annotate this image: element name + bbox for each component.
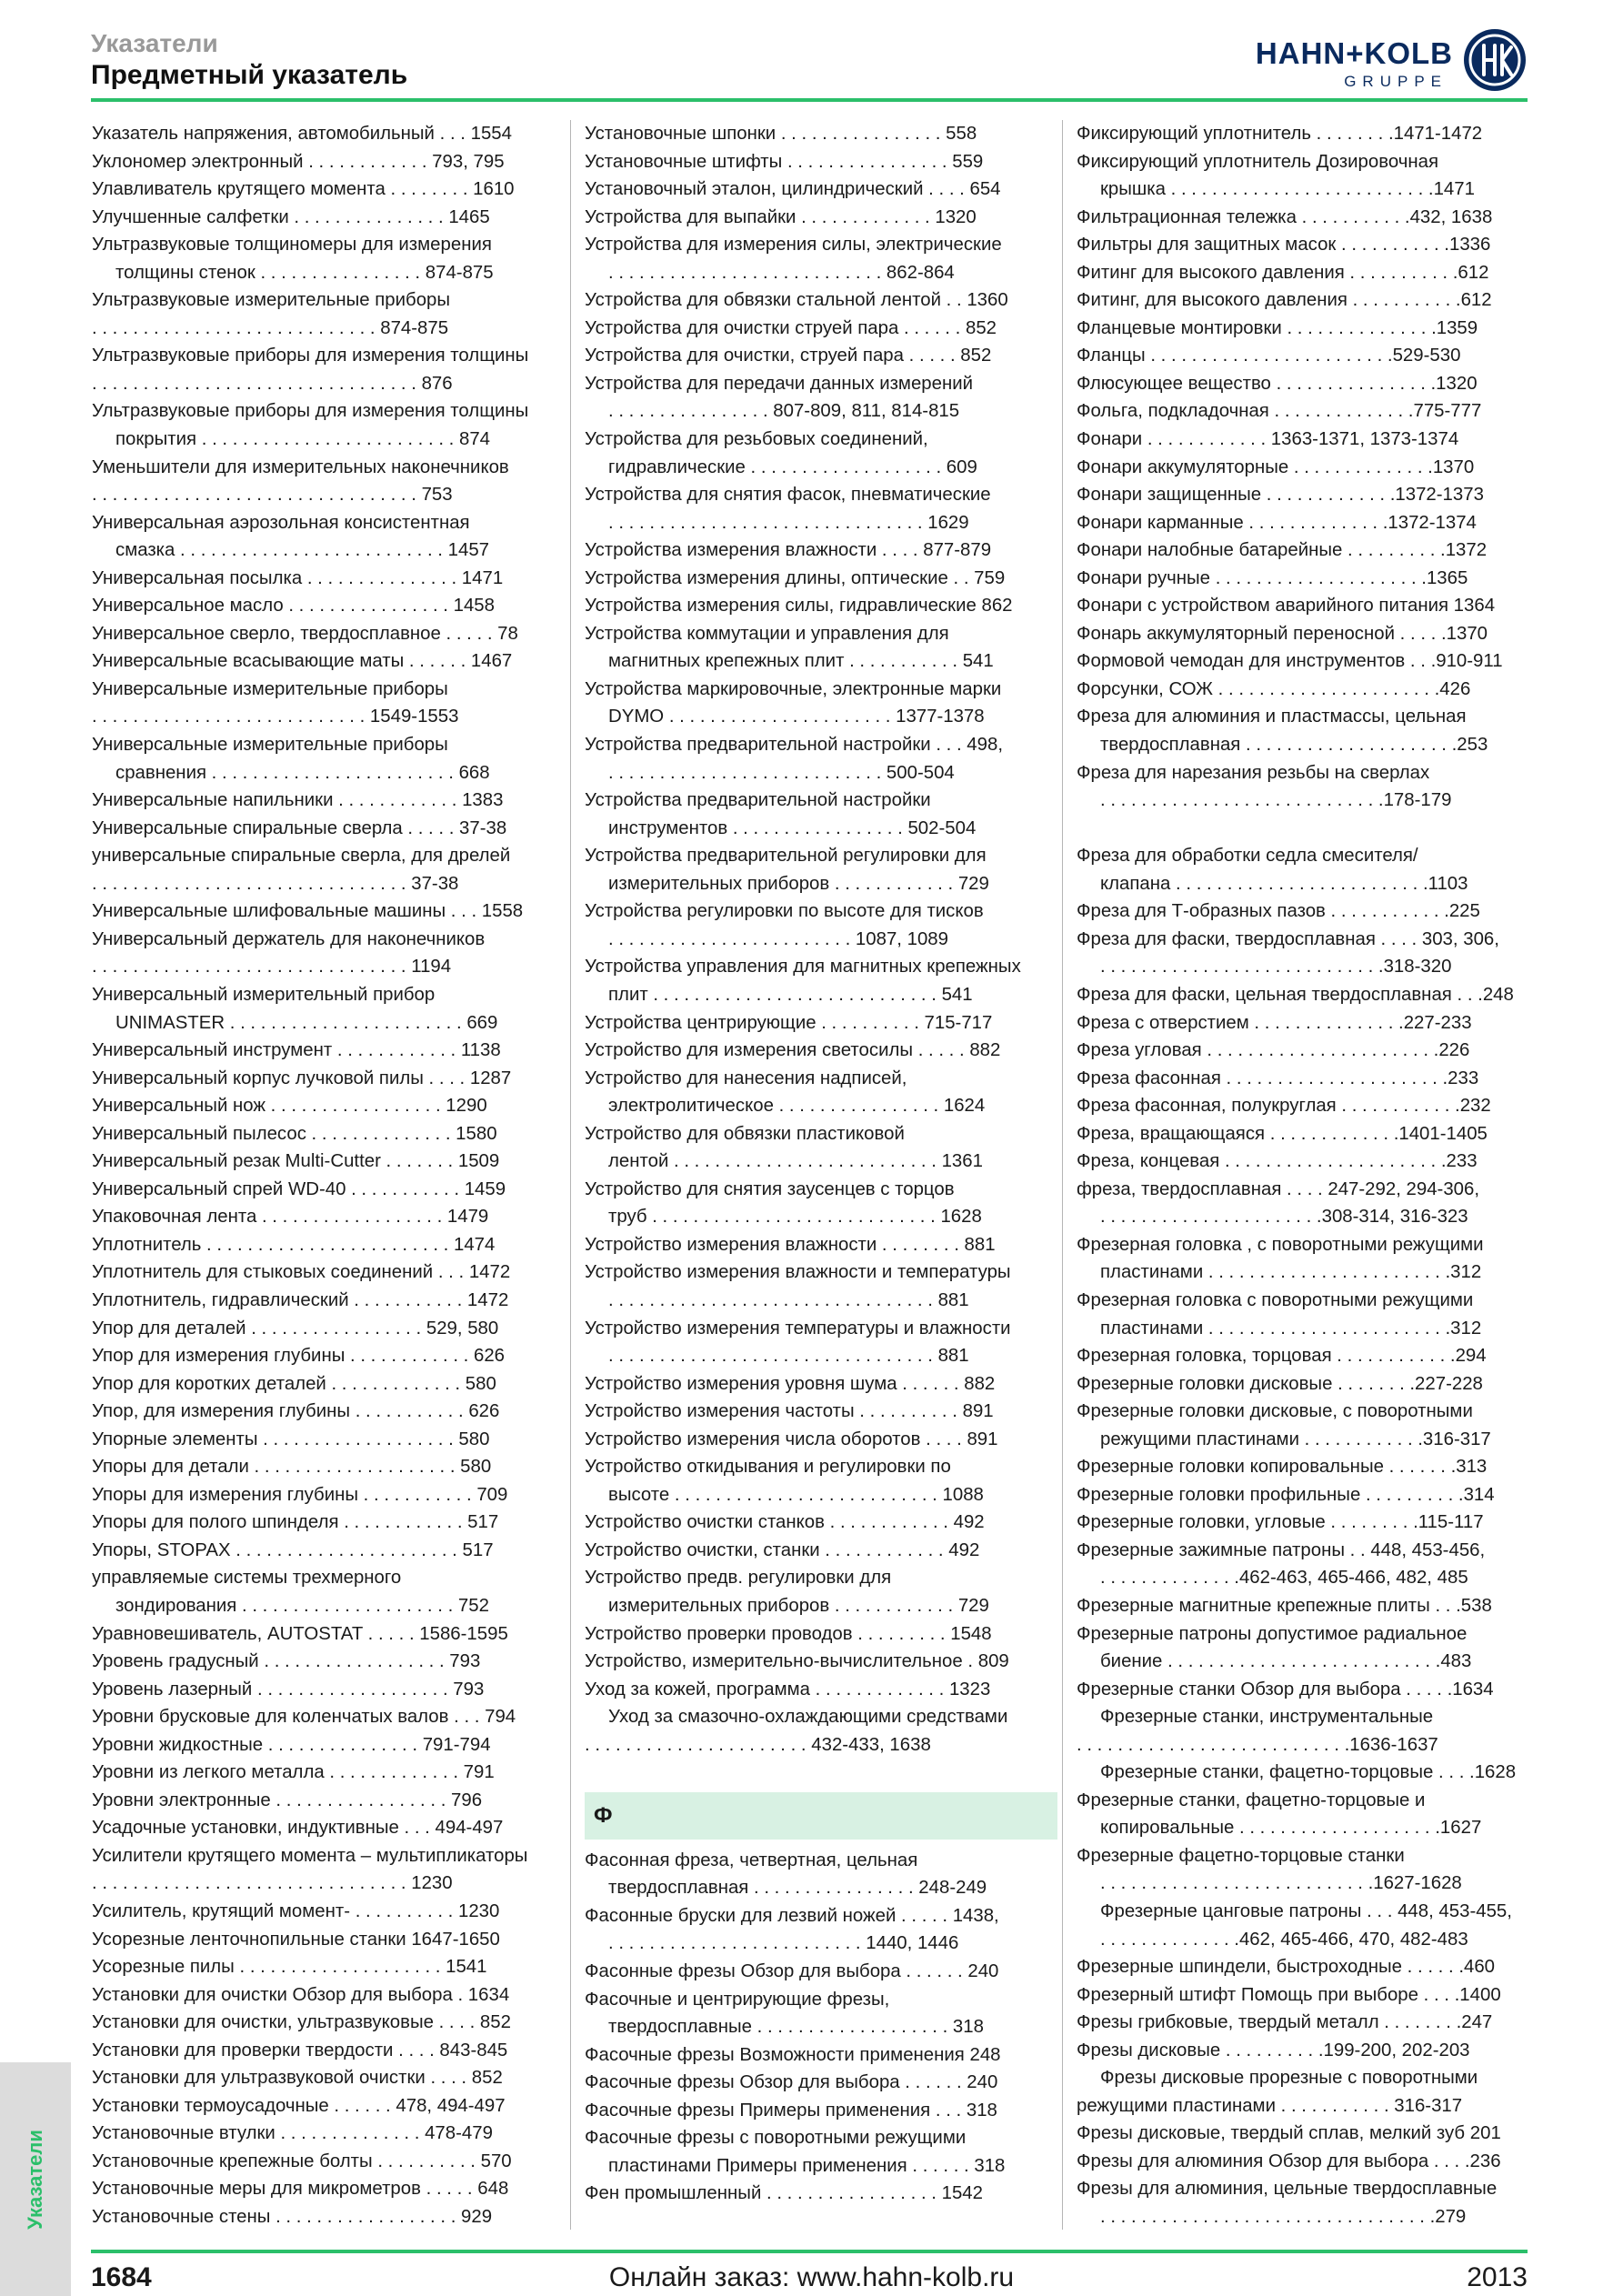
index-entry: Установки для очистки, ультразвуковые . . . . 852 (92, 2012, 511, 2033)
index-entry: Упаковочная лента . . . . . . . . . . . . . . . . . . 1479 (92, 1207, 489, 1228)
index-entry: Фонари ручные . . . . . . . . . . . . . . . . . . . . .1365 (1077, 567, 1468, 588)
index-entry: Фрезерные станки, фацетно-торцовые . . . .1628 (1100, 1762, 1517, 1783)
index-entry: . . . . . . . . . . . . . . . . . . . . . . 432-433, 1638 (585, 1734, 931, 1755)
index-entry: Фонари налобные батарейные . . . . . . . . . .1372 (1077, 540, 1488, 561)
index-entry: Устройство измерения температуры и влажности (585, 1318, 1011, 1338)
page-number: 1684 (91, 2262, 152, 2292)
index-entry: Фреза фасонная, полукруглая . . . . . . . . . . . .232 (1077, 1096, 1491, 1117)
index-entry: Установки для проверки твердости . . . . 843-845 (92, 2040, 508, 2060)
index-entry: Упор, для измерения глубины . . . . . . . . . . . 626 (92, 1401, 500, 1422)
index-entry: Уменьшители для измерительных наконечников (92, 456, 509, 477)
index-entry: Упоры для детали . . . . . . . . . . . . . . . . . . . . 580 (92, 1457, 492, 1478)
index-entry: Ультразвуковые приборы для измерения толщины (92, 346, 529, 366)
index-entry: Фреза для фаски, цельная твердосплавная . . .248 (1077, 984, 1514, 1005)
index-entry: Уровни жидкостные . . . . . . . . . . . . . . . 791-794 (92, 1734, 491, 1755)
index-entry: Уровень градусный . . . . . . . . . . . . . . . . . . 793 (92, 1651, 481, 1672)
index-entry: . . . . . . . . . . . . . . . . . . . . . . . . . . . . . . . 1194 (92, 957, 452, 978)
index-entry: Фитинг, для высокого давления . . . . . . . . . . .612 (1077, 290, 1492, 311)
index-entry: Фонари аккумуляторные . . . . . . . . . . . . . .1370 (1077, 456, 1475, 477)
index-entry: зондирования . . . . . . . . . . . . . . . . . . . . . 752 (115, 1595, 489, 1616)
index-entry: Устройство измерения влажности и температуры (585, 1262, 1011, 1283)
index-entry: Фиксирующий уплотнитель . . . . . . . .1471-1472 (1077, 124, 1483, 144)
index-entry: Фрезерные головки дисковые, с поворотными (1077, 1401, 1473, 1422)
spacer (585, 1759, 1057, 1787)
index-entry: Фреза для алюминия и пластмассы, цельная (1077, 707, 1467, 727)
index-entry: Устройство очистки, станки . . . . . . . . . . . . 492 (585, 1539, 980, 1560)
index-entry: Фреза фасонная . . . . . . . . . . . . . . . . . . . . . .233 (1077, 1068, 1479, 1088)
index-entry: универсальные спиральные сверла, для дрелей (92, 846, 511, 867)
index-entry: . . . . . . . . . . . . . . . . . . . . . . . . . 1440, 1446 (608, 1933, 959, 1954)
index-entry: UNIMASTER . . . . . . . . . . . . . . . . . . . . . . . 669 (115, 1012, 498, 1033)
index-entry: Устройства для резьбовых соединений, (585, 429, 928, 450)
index-entry: Уравновешиватель, AUTOSTAT . . . . . 1586-1595 (92, 1623, 508, 1644)
index-entry: Фрезы дисковые . . . . . . . . . .199-200, 202-203 (1077, 2040, 1470, 2060)
index-entry: Универсальные напильники . . . . . . . . . . . . 1383 (92, 790, 504, 811)
index-entry: Устройства измерения влажности . . . . 877-879 (585, 540, 992, 561)
index-entry: Фрезерные головки копировальные . . . . . . .313 (1077, 1457, 1488, 1478)
index-entry: Фрезерные головки, угловые . . . . . . . . .115-117 (1077, 1512, 1484, 1533)
index-entry: покрытия . . . . . . . . . . . . . . . . . . . . . . . . . 874 (115, 429, 491, 450)
index-entry: Устройства для очистки, струей пара . . . . . 852 (585, 346, 992, 366)
logo-emblem-icon (1462, 27, 1528, 93)
index-entry: . . . . . . . . . . . . . . . . . . . . . . . . . . . . . . . . 753 (92, 485, 453, 506)
index-entry: . . . . . . . . . . . . . . . . . . . . . . . . . . . 1549-1553 (92, 707, 459, 727)
index-entry: Упоры, STOPAX . . . . . . . . . . . . . . . . . . . . . . 517 (92, 1539, 494, 1560)
index-entry: Фасонные бруски для лезвий ножей . . . . . 1438, (585, 1905, 999, 1926)
index-entry: биение . . . . . . . . . . . . . . . . . . . . . . . . . . .483 (1100, 1651, 1472, 1672)
side-tab-label: Указатели (24, 2129, 46, 2230)
index-entry: Фреза, концевая . . . . . . . . . . . . . . . . . . . . . .233 (1077, 1151, 1478, 1172)
index-entry: высоте . . . . . . . . . . . . . . . . . . . . . . . . . . 1088 (608, 1484, 984, 1505)
index-entry: Устройства коммутации и управления для (585, 623, 949, 644)
index-entry: Фонари карманные . . . . . . . . . . . . . .1372-1374 (1077, 512, 1477, 533)
index-entry: Фланцевые монтировки . . . . . . . . . . . . . . .1359 (1077, 317, 1478, 338)
header-rule (91, 98, 1528, 102)
index-entry: Фрезерные патроны допустимое радиальное (1077, 1623, 1468, 1644)
index-entry: Уровень лазерный . . . . . . . . . . . . . . . . . . . 793 (92, 1679, 485, 1699)
index-entry: твердосплавная . . . . . . . . . . . . . . . . 248-249 (608, 1878, 987, 1899)
index-entry: Фасочные фрезы Примеры применения . . . 318 (585, 2100, 997, 2121)
index-entry: Универсальные измерительные приборы (92, 678, 448, 699)
index-entry: Упоры для измерения глубины . . . . . . . . . . . 709 (92, 1484, 508, 1505)
index-entry: Устройства для очистки струей пара . . . . . . 852 (585, 317, 997, 338)
index-entry: Усорезные пилы . . . . . . . . . . . . . . . . . . . . 1541 (92, 1957, 487, 1978)
index-entry: Фрезерный штифт Помощь при выборе . . . .1400 (1077, 1984, 1501, 2005)
index-entry: режущими пластинами . . . . . . . . . . . .316-317 (1100, 1429, 1491, 1449)
index-entry: Упор для коротких деталей . . . . . . . . . . . . . 580 (92, 1373, 496, 1394)
index-entry: Устройства для выпайки . . . . . . . . . . . . . 1320 (585, 206, 977, 227)
index-entry: . . . . . . . . . . . . . .462, 465-466, 470, 482-483 (1100, 1929, 1468, 1950)
index-entry: Фрезы для алюминия Обзор для выбора . . . .236 (1077, 2151, 1501, 2171)
index-entry: Установочные стены . . . . . . . . . . . . . . . . . . 929 (92, 2207, 493, 2228)
index-entry: . . . . . . . . . . . . . . . . . . . . . . . . . . . . . . . . 881 (608, 1289, 969, 1310)
index-entry: Устройство измерения уровня шума . . . . . . 882 (585, 1373, 996, 1394)
index-entry: Ультразвуковые приборы для измерения толщины (92, 401, 529, 422)
index-entry: Универсальный резак Multi-Cutter . . . . . . . 1509 (92, 1151, 500, 1172)
index-entry: . . . . . . . . . . . . . . . . . . . . . . . . . . . . . . . 1629 (608, 512, 969, 533)
index-entry: . . . . . . . . . . . . . . . . . . . . . . . . . . .1636-1637 (1077, 1734, 1438, 1755)
index-entry: Фонари защищенные . . . . . . . . . . . . .1372-1373 (1077, 485, 1484, 506)
index-entry: Фрезерная головка , с поворотными режущими (1077, 1234, 1484, 1255)
index-entry: Устройства для снятия фасок, пневматические (585, 485, 991, 506)
index-entry: Фасонная фреза, четвертная, цельная (585, 1850, 918, 1870)
index-entry: Установочные штифты . . . . . . . . . . . . . . . . 559 (585, 151, 984, 172)
index-entry: труб . . . . . . . . . . . . . . . . . . . . . . . . . . . . 1628 (608, 1207, 982, 1228)
index-entry: . . . . . . . . . . . . . . . . . . . . . . . . . . . 862-864 (608, 262, 955, 283)
index-entry: электролитическое . . . . . . . . . . . . . . . . 1624 (608, 1096, 986, 1117)
index-entry: Установочные шпонки . . . . . . . . . . . . . . . . 558 (585, 124, 977, 144)
index-entry: Фрезерные станки, инструментальные (1100, 1707, 1434, 1728)
index-entry: Универсальная посылка . . . . . . . . . . . . . . . 1471 (92, 567, 504, 588)
index-entry: Универсальный корпус лучковой пилы . . . . 1287 (92, 1068, 512, 1088)
index-entry: Фреза для обработки седла смесителя/ (1077, 846, 1418, 867)
index-entry: Фиксирующий уплотнитель Дозировочная (1077, 151, 1438, 172)
index-entry: Фрезерные головки дисковые . . . . . . . .227-228 (1077, 1373, 1483, 1394)
index-entry: Устройства предварительной настройки . . . 498, (585, 735, 1003, 756)
index-entry: Установки для ультразвуковой очистки . . . . 852 (92, 2068, 503, 2089)
index-entry: . . . . . . . . . . . . . . . . . . . . . . . . . . . . . . . 1230 (92, 1873, 453, 1894)
index-entry: Устройство откидывания и регулировки по (585, 1457, 951, 1478)
index-entry: управляемые системы трехмерного (92, 1568, 402, 1589)
index-entry: Фреза с отверстием . . . . . . . . . . . . . . .227-233 (1077, 1012, 1472, 1033)
index-entry: Фрезерные головки профильные . . . . . . . . . .314 (1077, 1484, 1495, 1505)
index-entry: Упорные элементы . . . . . . . . . . . . . . . . . . . 580 (92, 1429, 490, 1449)
index-entry: Фрезерные фацетно-торцовые станки (1077, 1845, 1405, 1866)
logo-subtitle: GRUPPE (1344, 73, 1448, 90)
index-entry: Устройство измерения влажности . . . . . . . . 881 (585, 1234, 996, 1255)
index-entry: пластинами Примеры применения . . . . . . 318 (608, 2155, 1006, 2176)
index-entry: Улучшенные салфетки . . . . . . . . . . . . . . . 1465 (92, 206, 490, 227)
index-entry: Установочный эталон, цилиндрический . . . . 654 (585, 179, 1001, 200)
index-entry: Универсальный нож . . . . . . . . . . . . . . . . . 1290 (92, 1096, 487, 1117)
index-entry: Уровни брусковые для коленчатых валов . . . 794 (92, 1707, 516, 1728)
index-entry: гидравлические . . . . . . . . . . . . . . . . . . . 609 (608, 456, 977, 477)
index-entry: Ультразвуковые измерительные приборы (92, 290, 451, 311)
index-entry: Универсальная аэрозольная консистентная (92, 512, 470, 533)
index-entry: Устройство измерения частоты . . . . . . . . . . 891 (585, 1401, 994, 1422)
index-entry: твердосплавные . . . . . . . . . . . . . . . . . . . 318 (608, 2017, 984, 2038)
index-group-u (585, 120, 1057, 1759)
index-entry: Устройство, измерительно-вычислительное . 809 (585, 1651, 1009, 1672)
letter-heading: Ф (585, 1792, 1057, 1840)
index-entry: Фреза, вращающаяся . . . . . . . . . . . . .1401-1405 (1077, 1123, 1488, 1144)
page-header (91, 27, 1528, 100)
online-order-link[interactable]: Онлайн заказ: www.hahn-kolb.ru (608, 2262, 1015, 2292)
index-entry: Фитинг для высокого давления . . . . . . . . . . .612 (1077, 262, 1489, 283)
index-column-right (1077, 120, 1549, 2231)
index-entry: Фильтрационная тележка . . . . . . . . . . .432, 1638 (1077, 206, 1493, 227)
index-entry: Уровни из легкого металла . . . . . . . . . . . . . 791 (92, 1762, 495, 1783)
index-entry: Флюсующее вещество . . . . . . . . . . . . . . . .1320 (1077, 373, 1478, 394)
index-entry: Фасочные фрезы Возможности применения 248 (585, 2044, 1001, 2065)
index-entry: сравнения . . . . . . . . . . . . . . . . . . . . . . . . 668 (115, 762, 490, 783)
index-entry: . . . . . . . . . . . . . . . . . . . . . . . . . . .1627-1628 (1100, 1873, 1462, 1894)
index-entry: Фрезерные зажимные патроны . . 448, 453-456, (1077, 1539, 1486, 1560)
index-entry: пластинами . . . . . . . . . . . . . . . . . . . . . . . .312 (1100, 1318, 1482, 1338)
index-entry: Универсальные измерительные приборы (92, 735, 448, 756)
index-entry: Установки для очистки Обзор для выбора . 1634 (92, 1984, 510, 2005)
index-entry: измерительных приборов . . . . . . . . . . . . 729 (608, 873, 989, 894)
index-entry: Упор для деталей . . . . . . . . . . . . . . . . . 529, 580 (92, 1318, 499, 1338)
index-entry: Устройства для измерения силы, электрические (585, 235, 1002, 256)
index-entry: Усилители крутящего момента – мультипликаторы (92, 1845, 528, 1866)
index-entry: Устройства маркировочные, электронные марки (585, 678, 1002, 699)
column-divider (1062, 120, 1063, 2230)
index-entry (1077, 815, 1549, 843)
index-entry: Установочные втулки . . . . . . . . . . . . . . 478-479 (92, 2123, 493, 2144)
index-column-left (92, 120, 565, 2231)
index-entry: Форсунки, СОЖ . . . . . . . . . . . . . . . . . . . . . .426 (1077, 678, 1471, 699)
index-entry: Уплотнитель, гидравлический . . . . . . . . . . . 1472 (92, 1289, 509, 1310)
index-entry: Устройства для обвязки стальной лентой . . 1360 (585, 290, 1008, 311)
index-entry: Фланцы . . . . . . . . . . . . . . . . . . . . . . . .529-530 (1077, 346, 1461, 366)
index-entry: Фонарь аккумуляторный переносной . . . . .1370 (1077, 623, 1488, 644)
index-entry: Формовой чемодан для инструментов . . .910-911 (1077, 651, 1503, 672)
index-entry: Устройства регулировки по высоте для тисков (585, 901, 984, 922)
index-entry: . . . . . . . . . . . . . . . . . . . . . . . . 1087, 1089 (608, 928, 948, 949)
index-entry: толщины стенок . . . . . . . . . . . . . . . . 874-875 (115, 262, 494, 283)
index-entry: Устройство для измерения светосилы . . . . . 882 (585, 1040, 1001, 1061)
index-entry: Фрезерные шпиндели, быстроходные . . . . . .460 (1077, 1957, 1496, 1978)
index-group-f (585, 1847, 1057, 2208)
index-entry: Универсальные шлифовальные машины . . . 1558 (92, 901, 524, 922)
index-entry: Устройства центрирующие . . . . . . . . . . 715-717 (585, 1012, 993, 1033)
index-entry: Фреза для Т-образных пазов . . . . . . . . . . . .225 (1077, 901, 1480, 922)
index-entry: Устройство для обвязки пластиковой (585, 1123, 905, 1144)
index-entry: Фрезерные станки, фацетно-торцовые и (1077, 1790, 1426, 1810)
index-entry: твердосплавная . . . . . . . . . . . . . . . . . . . . .253 (1100, 735, 1488, 756)
index-entry: Фрезерная головка, торцовая . . . . . . . . . . . .294 (1077, 1346, 1487, 1367)
index-entry: Фрезы грибковые, твердый металл . . . . . . . .247 (1077, 2012, 1493, 2033)
index-entry: . . . . . . . . . . . . . . . . . . . . . . . . . . . . . . . 37-38 (92, 873, 459, 894)
index-entry: Фреза угловая . . . . . . . . . . . . . . . . . . . . . . .226 (1077, 1040, 1470, 1061)
index-entry: . . . . . . . . . . . . . .462-463, 465-466, 482, 485 (1100, 1568, 1468, 1589)
index-entry: DYMO . . . . . . . . . . . . . . . . . . . . . . 1377-1378 (608, 707, 985, 727)
index-entry: . . . . . . . . . . . . . . . . . . . . . .308-314, 316-323 (1100, 1207, 1468, 1228)
index-entry: Усорезные ленточнопильные станки 1647-1650 (92, 1929, 500, 1950)
index-entry: Фонари с устройством аварийного питания 1364 (1077, 596, 1496, 617)
index-entry: пластинами . . . . . . . . . . . . . . . . . . . . . . . .312 (1100, 1262, 1482, 1283)
index-entry: . . . . . . . . . . . . . . . . . . . . . . . . . . . .318-320 (1100, 957, 1452, 978)
brand-logo (1200, 27, 1528, 100)
index-entry: . . . . . . . . . . . . . . . . . . . . . . . . . . . . . . . . 881 (608, 1346, 969, 1367)
index-entry: Фильтры для защитных масок . . . . . . . . . . .1336 (1077, 235, 1491, 256)
index-entry: . . . . . . . . . . . . . . . . . . . . . . . . . . . .178-179 (1100, 790, 1452, 811)
index-entry: . . . . . . . . . . . . . . . . 807-809, 811, 814-815 (608, 401, 960, 422)
index-entry: Установочные крепежные болты . . . . . . . . . . 570 (92, 2151, 512, 2171)
index-entry: Фен промышленный . . . . . . . . . . . . . . . . . 1542 (585, 2183, 983, 2204)
index-entry: Усилитель, крутящий момент- . . . . . . . . . . 1230 (92, 1901, 500, 1921)
index-entry: Фрезы дисковые, твердый сплав, мелкий зуб 201 (1077, 2123, 1501, 2144)
index-entry: Универсальный измерительный прибор (92, 984, 436, 1005)
index-entry: . . . . . . . . . . . . . . . . . . . . . . . . . . . . 874-875 (92, 317, 449, 338)
index-entry: Упоры для полого шпинделя . . . . . . . . . . . . 517 (92, 1512, 499, 1533)
index-entry: Установочные меры для микрометров . . . . . 648 (92, 2179, 509, 2200)
logo-text: HAHN+KOLB (1255, 36, 1453, 70)
index-entry: Фрезерные цанговые патроны . . . 448, 453-455, (1100, 1901, 1512, 1921)
index-entry: лентой . . . . . . . . . . . . . . . . . . . . . . . . . . 1361 (608, 1151, 983, 1172)
index-entry: Усадочные установки, индуктивные . . . 494-497 (92, 1818, 504, 1839)
index-entry: Установки термоусадочные . . . . . . 478, 494-497 (92, 2095, 506, 2116)
index-entry: крышка . . . . . . . . . . . . . . . . . . . . . . . . . .1471 (1100, 179, 1475, 200)
index-entry: Универсальное масло . . . . . . . . . . . . . . . . 1458 (92, 596, 495, 617)
index-entry: Уплотнитель для стыковых соединений . . . 1472 (92, 1262, 511, 1283)
index-entry: Уклономер электронный . . . . . . . . . . . . 793, 795 (92, 151, 505, 172)
index-entry: Универсальные всасывающие маты . . . . . . 1467 (92, 651, 513, 672)
index-entry: фреза, твердосплавная . . . . 247-292, 294-306, (1077, 1178, 1480, 1199)
index-entry: Устройства измерения силы, гидравлические 862 (585, 596, 1013, 617)
index-entry: плит . . . . . . . . . . . . . . . . . . . . . . . . . . . . 541 (608, 984, 973, 1005)
index-entry: Фрезерные магнитные крепежные плиты . . .538 (1077, 1595, 1492, 1616)
index-entry: Фасочные фрезы Обзор для выбора . . . . . . 240 (585, 2072, 998, 2093)
index-entry: Устройство для снятия заусенцев с торцов (585, 1178, 955, 1199)
index-entry: копировальные . . . . . . . . . . . . . . . . . . . .1627 (1100, 1818, 1482, 1839)
index-entry: Устройство измерения числа оборотов . . . . 891 (585, 1429, 998, 1449)
index-entry: Фрезы дисковые прорезные с поворотными (1100, 2068, 1478, 2089)
index-entry: Упор для измерения глубины . . . . . . . . . . . . 626 (92, 1346, 506, 1367)
index-entry: Универсальное сверло, твердосплавное . . . . . 78 (92, 623, 518, 644)
index-entry: Фрезы для алюминия, цельные твердосплавные (1077, 2179, 1498, 2200)
index-entry: Фреза для нарезания резьбы на сверлах (1077, 762, 1430, 783)
index-entry: Устройства предварительной регулировки для (585, 846, 987, 867)
index-entry: Улавливатель крутящего момента . . . . . . . . 1610 (92, 179, 515, 200)
index-entry: Фасочные фрезы с поворотными режущими (585, 2128, 967, 2149)
index-entry: измерительных приборов . . . . . . . . . . . . 729 (608, 1595, 989, 1616)
side-tab[interactable] (0, 2062, 71, 2296)
index-entry: инструментов . . . . . . . . . . . . . . . . . 502-504 (608, 817, 977, 838)
index-entry: смазка . . . . . . . . . . . . . . . . . . . . . . . . . . 1457 (115, 540, 489, 561)
index-entry: Фольга, подкладочная . . . . . . . . . . . . . .775-777 (1077, 401, 1482, 422)
index-entry: Универсальный пылесос . . . . . . . . . . . . . . 1580 (92, 1123, 497, 1144)
index-entry: Устройства управления для магнитных крепежных (585, 957, 1021, 978)
index-entry: режущими пластинами . . . . . . . . . . . 316-317 (1077, 2095, 1463, 2116)
index-entry: Устройства предварительной настройки (585, 790, 931, 811)
index-entry: Универсальный инструмент . . . . . . . . . . . . 1138 (92, 1040, 501, 1061)
index-entry: Фасочные и центрирующие фрезы, (585, 1989, 890, 2010)
index-entry: Уход за смазочно-охлаждающими средствами (608, 1707, 1008, 1728)
index-entry: Устройства для передачи данных измерений (585, 373, 974, 394)
footer-rule (91, 2250, 1528, 2253)
index-entry: Фонари . . . . . . . . . . . . 1363-1371, 1373-1374 (1077, 429, 1459, 450)
index-entry: Фрезерные станки Обзор для выбора . . . . .1634 (1077, 1679, 1494, 1699)
index-entry: Уплотнитель . . . . . . . . . . . . . . . . . . . . . . . . 1474 (92, 1234, 496, 1255)
index-entry: . . . . . . . . . . . . . . . . . . . . . . . . . . . . . . . . 876 (92, 373, 453, 394)
index-entry: Уход за кожей, программа . . . . . . . . . . . . . 1323 (585, 1679, 991, 1699)
index-entry: Универсальные спиральные сверла . . . . . 37-38 (92, 817, 507, 838)
index-entry: Универсальный спрей WD-40 . . . . . . . . . . . 1459 (92, 1178, 506, 1199)
index-entry: Фреза для фаски, твердосплавная . . . . 303, 306, (1077, 928, 1499, 949)
index-entry: Устройство очистки станков . . . . . . . . . . . . 492 (585, 1512, 985, 1533)
index-entry: Устройство для нанесения надписей, (585, 1068, 907, 1088)
index-entry: Устройства измерения длины, оптические . . 759 (585, 567, 1006, 588)
index-entry: Устройство предв. регулировки для (585, 1568, 892, 1589)
index-entry: клапана . . . . . . . . . . . . . . . . . . . . . . . . .1103 (1100, 873, 1468, 894)
column-divider (570, 120, 571, 2230)
index-entry: Уровни электронные . . . . . . . . . . . . . . . . . 796 (92, 1790, 483, 1810)
index-entry: Устройство проверки проводов . . . . . . . . . 1548 (585, 1623, 992, 1644)
index-entry: Указатель напряжения, автомобильный . . . 1554 (92, 124, 512, 144)
index-entry: Фрезерная головка с поворотными режущими (1077, 1289, 1474, 1310)
catalog-year: 2013 (1467, 2262, 1528, 2292)
section-title: Указатели (91, 29, 218, 57)
index-entry: Ультразвуковые толщиномеры для измерения (92, 235, 492, 256)
index-entry: Универсальный держатель для наконечников (92, 928, 486, 949)
index-entry: . . . . . . . . . . . . . . . . . . . . . . . . . . . 500-504 (608, 762, 955, 783)
index-entry: магнитных крепежных плит . . . . . . . . . . . 541 (608, 651, 994, 672)
index-column-middle (585, 120, 1057, 2208)
page-title: Предметный указатель (91, 60, 408, 90)
index-entry: . . . . . . . . . . . . . . . . . . . . . . . . . . . . . . . . .279 (1100, 2207, 1467, 2228)
index-entry: Фасонные фрезы Обзор для выбора . . . . . . 240 (585, 1961, 999, 1981)
